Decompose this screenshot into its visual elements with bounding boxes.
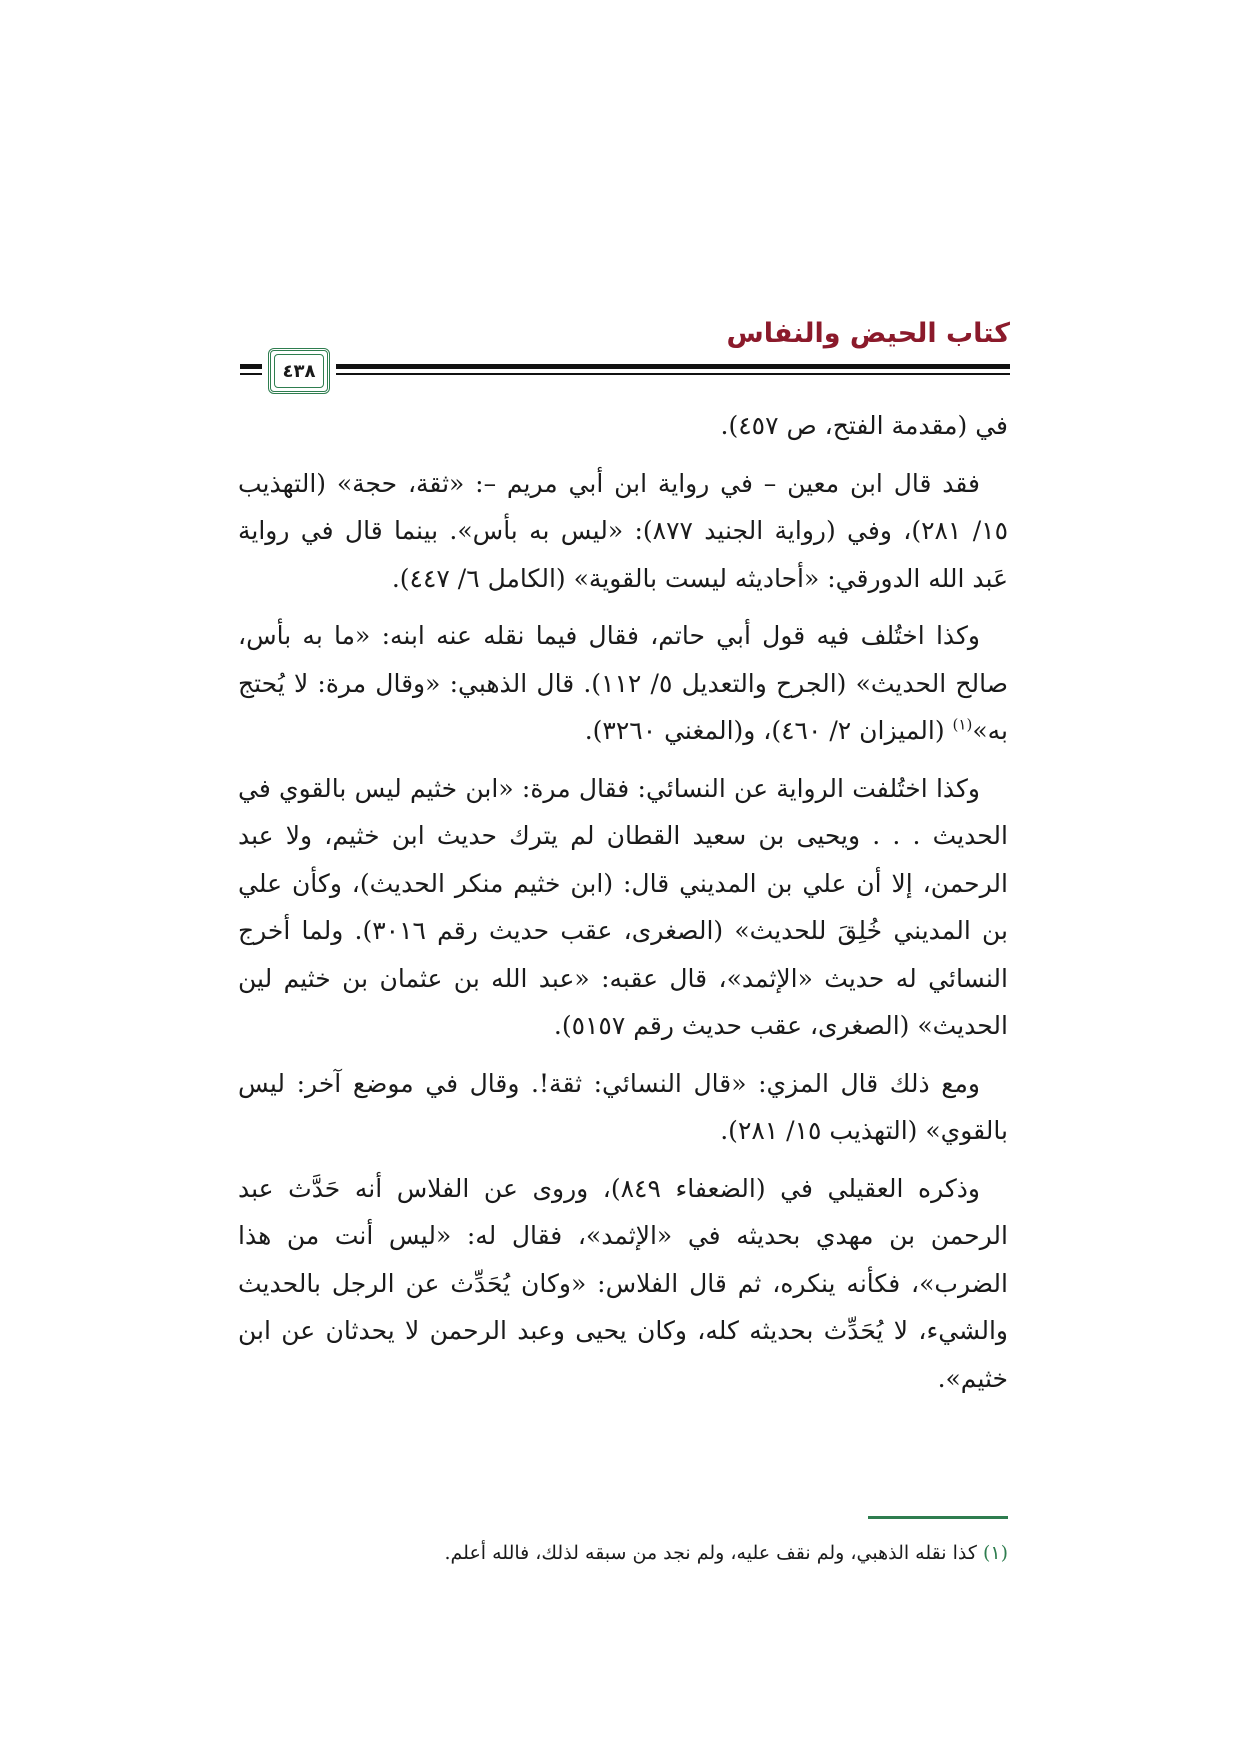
page-number-badge (268, 348, 330, 394)
paragraph-2: فقد قال ابن معين – في رواية ابن أبي مريم –: «ثقة، حجة» (التهذيب ١٥/ ٢٨١)، وفي (رواية الجنيد ٨٧٧): «ليس به بأس». بينما قال في رواية عَبد الله الدورقي: «أحاديثه ليست بالقوية» (الكامل ٦/ ٤٤٧). (238, 468, 1008, 593)
main-text (238, 402, 1008, 1412)
paragraph-3-tail: (الميزان ٢/ ٤٦٠)، و(المغني ٣٢٦٠). (584, 716, 953, 745)
paragraph-3 (238, 612, 1008, 755)
footnote-divider (868, 1516, 1008, 1519)
paragraph-1: في (مقدمة الفتح، ص ٤٥٧). (720, 411, 1008, 440)
paragraph-3-text: وكذا اختُلف فيه قول أبي حاتم، فقال فيما نقله عنه ابنه: «ما به بأس، صالح الحديث» (الجرح والتعديل ٥/ ١١٢). قال الذهبي: «وقال مرة: لا يُحتج به» (238, 621, 1008, 745)
footnote-text: كذا نقله الذهبي، ولم نقف عليه، ولم نجد من سبقه لذلك، فالله أعلم. (444, 1542, 983, 1564)
page-number: ٤٣٨ (282, 360, 316, 382)
footnote (238, 1538, 1008, 1568)
paragraph-6: وذكره العقيلي في (الضعفاء ٨٤٩)، وروى عن الفلاس أنه حَدَّث عبد الرحمن بن مهدي بحديثه في «الإثمد»، فقال له: «ليس أنت من هذا الضرب»، فكأنه ينكره، ثم قال الفلاس: «وكان يُحَدِّث عن الرجل بالحديث والشيء، لا يُحَدِّث بحديثه كله، وكان يحيى وعبد الرحمن لا يحدثان عن ابن خثيم». (238, 1173, 1008, 1393)
paragraph-4: وكذا اختُلفت الرواية عن النسائي: فقال مرة: «ابن خثيم ليس بالقوي في الحديث . . . ويحيى بن سعيد القطان لم يترك حديث ابن خثيم، ولا عبد الرحمن، إلا أن علي بن المديني قال: (ابن خثيم منكر الحديث)، وكأن علي بن المديني خُلِقَ للحديث» (الصغرى، عقب حديث رقم ٣٠١٦). ولما أخرج النسائي له حديث «الإثمد»، قال عقبه: «عبد الله بن عثمان بن خثيم لين الحديث» (الصغرى، عقب حديث رقم ٥١٥٧). (238, 773, 1009, 1040)
header-rule-thick (240, 364, 1010, 369)
book-title: كتاب الحيض والنفاس (726, 318, 1010, 349)
paragraph-5: ومع ذلك قال المزي: «قال النسائي: ثقة!. وقال في موضع آخر: ليس بالقوي» (التهذيب ١٥/ ٢٨١). (238, 1068, 1008, 1145)
page-header (240, 312, 1010, 392)
footnote-reference[interactable]: (١) (952, 715, 973, 734)
header-rule-thin (240, 373, 1010, 375)
footnote-number: (١) (982, 1542, 1008, 1564)
